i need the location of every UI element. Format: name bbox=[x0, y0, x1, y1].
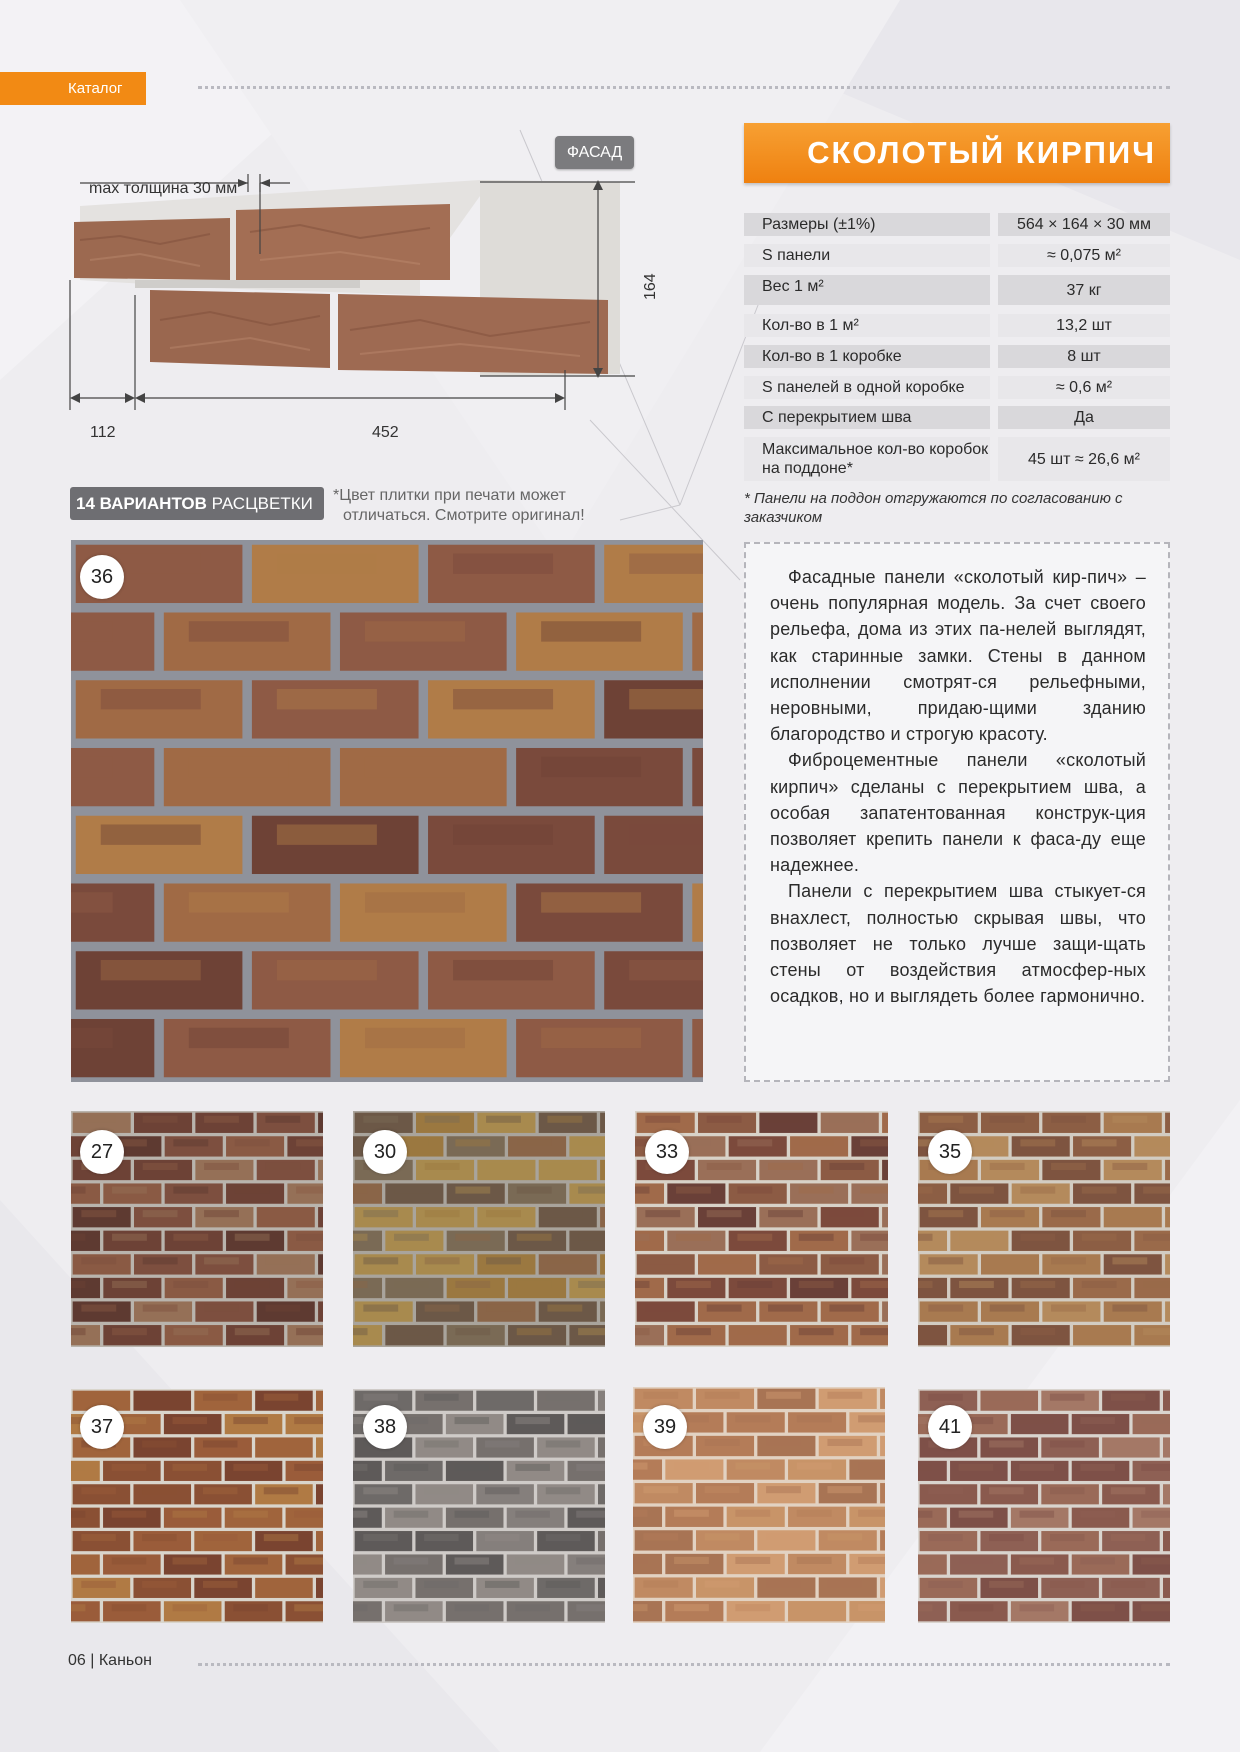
spec-row bbox=[744, 345, 1170, 368]
spec-value: 45 шт ≈ 26,6 м² bbox=[998, 437, 1170, 481]
swatch-number: 35 bbox=[928, 1130, 972, 1174]
spec-row bbox=[744, 376, 1170, 399]
spec-label: Вес 1 м² bbox=[744, 275, 990, 305]
facade-badge: ФАСАД bbox=[555, 136, 634, 169]
main-swatch[interactable] bbox=[71, 540, 703, 1082]
description-paragraph: Фасадные панели «сколотый кир-пич» – очень популярная модель. За счет своего рельефа, дома из этих па-нелей выглядят, как старинные замки. Стены в данном исполнении смотрят-ся рельефными, неровными, придаю-щими зданию благородство и строгую красоту. bbox=[770, 567, 1146, 745]
swatch-number: 41 bbox=[928, 1405, 972, 1449]
spec-value: 37 кг bbox=[998, 275, 1170, 305]
description-box bbox=[744, 542, 1170, 1082]
footer-divider bbox=[198, 1663, 1170, 1666]
spec-value: 13,2 шт bbox=[998, 314, 1170, 337]
spec-label: S панели bbox=[744, 244, 990, 267]
spec-row bbox=[744, 244, 1170, 267]
variants-count: 14 ВАРИАНТОВ bbox=[76, 494, 207, 513]
description-paragraph: Фиброцементные панели «сколотый кирпич» сделаны с перекрытием шва, а особая запатентованная конструк-ция позволяет крепить панели к фаса-ду еще надежнее. bbox=[770, 750, 1146, 876]
swatch-number: 30 bbox=[363, 1130, 407, 1174]
height-label: 164 bbox=[642, 273, 659, 300]
description-paragraph: Панели с перекрытием шва стыкует-ся внахлест, полностью скрывая швы, что позволяет не только лучше защи-щать стены от воздействия атмосфер-ных осадков, но и выглядеть более гармонично. bbox=[770, 881, 1146, 1007]
spec-row bbox=[744, 275, 1170, 305]
thickness-label: max толщина 30 мм bbox=[89, 180, 238, 197]
product-title: СКОЛОТЫЙ КИРПИЧ bbox=[744, 123, 1170, 183]
spec-footnote: * Панели на поддон отгружаются по согласованию с заказчиком bbox=[744, 490, 1123, 526]
spec-row bbox=[744, 314, 1170, 337]
spec-row bbox=[744, 406, 1170, 429]
swatch-number: 27 bbox=[80, 1130, 124, 1174]
swatch-number: 37 bbox=[80, 1405, 124, 1449]
variants-label: РАСЦВЕТКИ bbox=[206, 494, 313, 513]
panel-diagram bbox=[60, 170, 690, 470]
spec-label: Кол-во в 1 коробке bbox=[744, 345, 990, 368]
spec-label: Максимальное кол-во коробок на поддоне* bbox=[744, 437, 990, 481]
page-footer: 06 | Каньон bbox=[68, 1652, 152, 1669]
spec-label: Кол-во в 1 м² bbox=[744, 314, 990, 337]
spec-label: С перекрытием шва bbox=[744, 406, 990, 429]
swatch-number: 38 bbox=[363, 1405, 407, 1449]
spec-row bbox=[744, 437, 1170, 481]
swatch-number: 36 bbox=[80, 555, 124, 599]
spec-row bbox=[744, 213, 1170, 236]
spec-label: S панелей в одной коробке bbox=[744, 376, 990, 399]
spec-value: ≈ 0,075 м² bbox=[998, 244, 1170, 267]
spec-label: Размеры (±1%) bbox=[744, 213, 990, 236]
spec-value: Да bbox=[998, 406, 1170, 429]
variants-badge bbox=[70, 487, 324, 520]
spec-value: 564 × 164 × 30 мм bbox=[998, 213, 1170, 236]
spec-value: 8 шт bbox=[998, 345, 1170, 368]
color-disclaimer-line: *Цвет плитки при печати может bbox=[333, 487, 566, 504]
swatch-number: 39 bbox=[643, 1405, 687, 1449]
offset-label: 112 bbox=[90, 424, 116, 441]
color-disclaimer bbox=[333, 486, 585, 526]
color-disclaimer-line: отличаться. Смотрите оригинал! bbox=[343, 507, 585, 524]
swatch-number: 33 bbox=[645, 1130, 689, 1174]
spec-value: ≈ 0,6 м² bbox=[998, 376, 1170, 399]
header-divider bbox=[198, 86, 1170, 89]
section-tab[interactable]: Каталог bbox=[0, 72, 146, 105]
length-label: 452 bbox=[372, 424, 399, 441]
